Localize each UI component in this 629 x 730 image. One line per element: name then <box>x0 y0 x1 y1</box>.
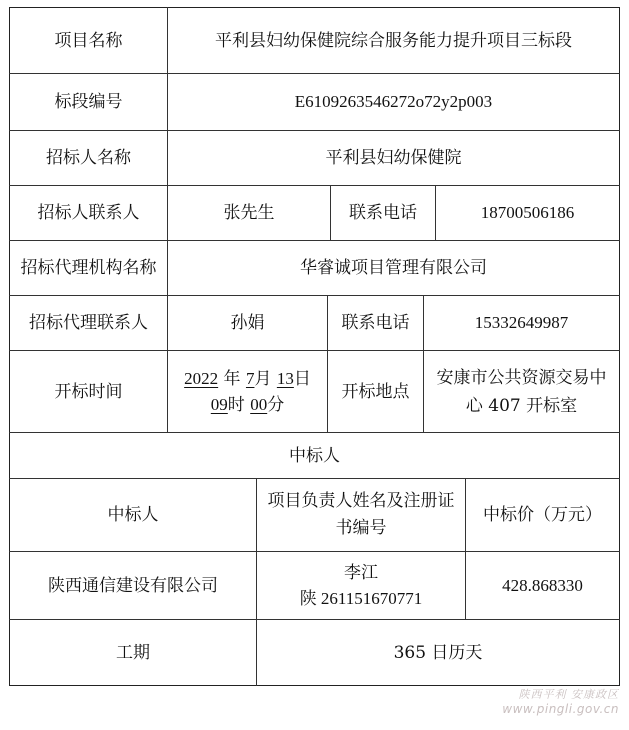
watermark-url: www.pingli.gov.cn <box>502 702 619 716</box>
winner-price: 428.868330 <box>502 575 583 595</box>
tenderer-value: 平利县妇幼保健院 <box>325 148 462 168</box>
winner-section-title: 中标人 <box>289 445 340 466</box>
agency-label: 招标代理机构名称 <box>20 258 157 278</box>
winner-manager <box>257 552 465 619</box>
section-no-value: E6109263546272o72y2p003 <box>294 92 493 111</box>
opening-day: 13 <box>276 368 294 388</box>
opening-time-value: 2022 年 7月 13日 09时 00分 <box>184 368 311 415</box>
opening-minute: 00 <box>250 394 268 414</box>
agency-phone: 15332649987 <box>474 313 569 332</box>
watermark-site-name: 陕西平利 安康政区 <box>518 688 619 701</box>
winner-name: 陕西通信建设有限公司 <box>48 575 218 596</box>
project-name-value: 平利县妇幼保健院综合服务能力提升项目三标段 <box>215 30 572 51</box>
opening-month: 7 <box>245 368 255 388</box>
tenderer-contact-label: 招标人联系人 <box>37 203 140 223</box>
tenderer-contact-name: 张先生 <box>223 203 275 223</box>
opening-place-value: 安康市公共资源交易中心 407 开标室 <box>436 367 607 416</box>
duration-value: 365 日历天 <box>393 642 483 663</box>
winner-header-manager: 项目负责人姓名及注册证书编号 <box>267 491 455 538</box>
tenderer-label: 招标人名称 <box>46 148 131 168</box>
tenderer-phone: 18700506186 <box>480 203 575 222</box>
winner-manager-name: 李江 <box>344 562 378 583</box>
site-watermark <box>502 686 619 716</box>
agency-value: 华睿诚项目管理有限公司 <box>300 258 487 278</box>
duration-label: 工期 <box>116 642 150 663</box>
project-name-label: 项目名称 <box>54 30 123 51</box>
winner-header-price: 中标价（万元） <box>483 505 602 525</box>
opening-place-label: 开标地点 <box>341 381 410 402</box>
winner-manager-cert: 陕 261151670771 <box>299 588 423 608</box>
tenderer-phone-label: 联系电话 <box>349 203 417 223</box>
agency-phone-label: 联系电话 <box>341 313 410 333</box>
winner-header-name: 中标人 <box>107 505 159 525</box>
opening-year: 2022 <box>184 368 219 388</box>
agency-contact-label: 招标代理联系人 <box>29 313 148 333</box>
opening-time-label: 开标时间 <box>54 381 123 402</box>
section-no-label: 标段编号 <box>54 92 123 112</box>
agency-contact-name: 孙娟 <box>230 313 265 333</box>
opening-hour: 09 <box>210 394 228 414</box>
